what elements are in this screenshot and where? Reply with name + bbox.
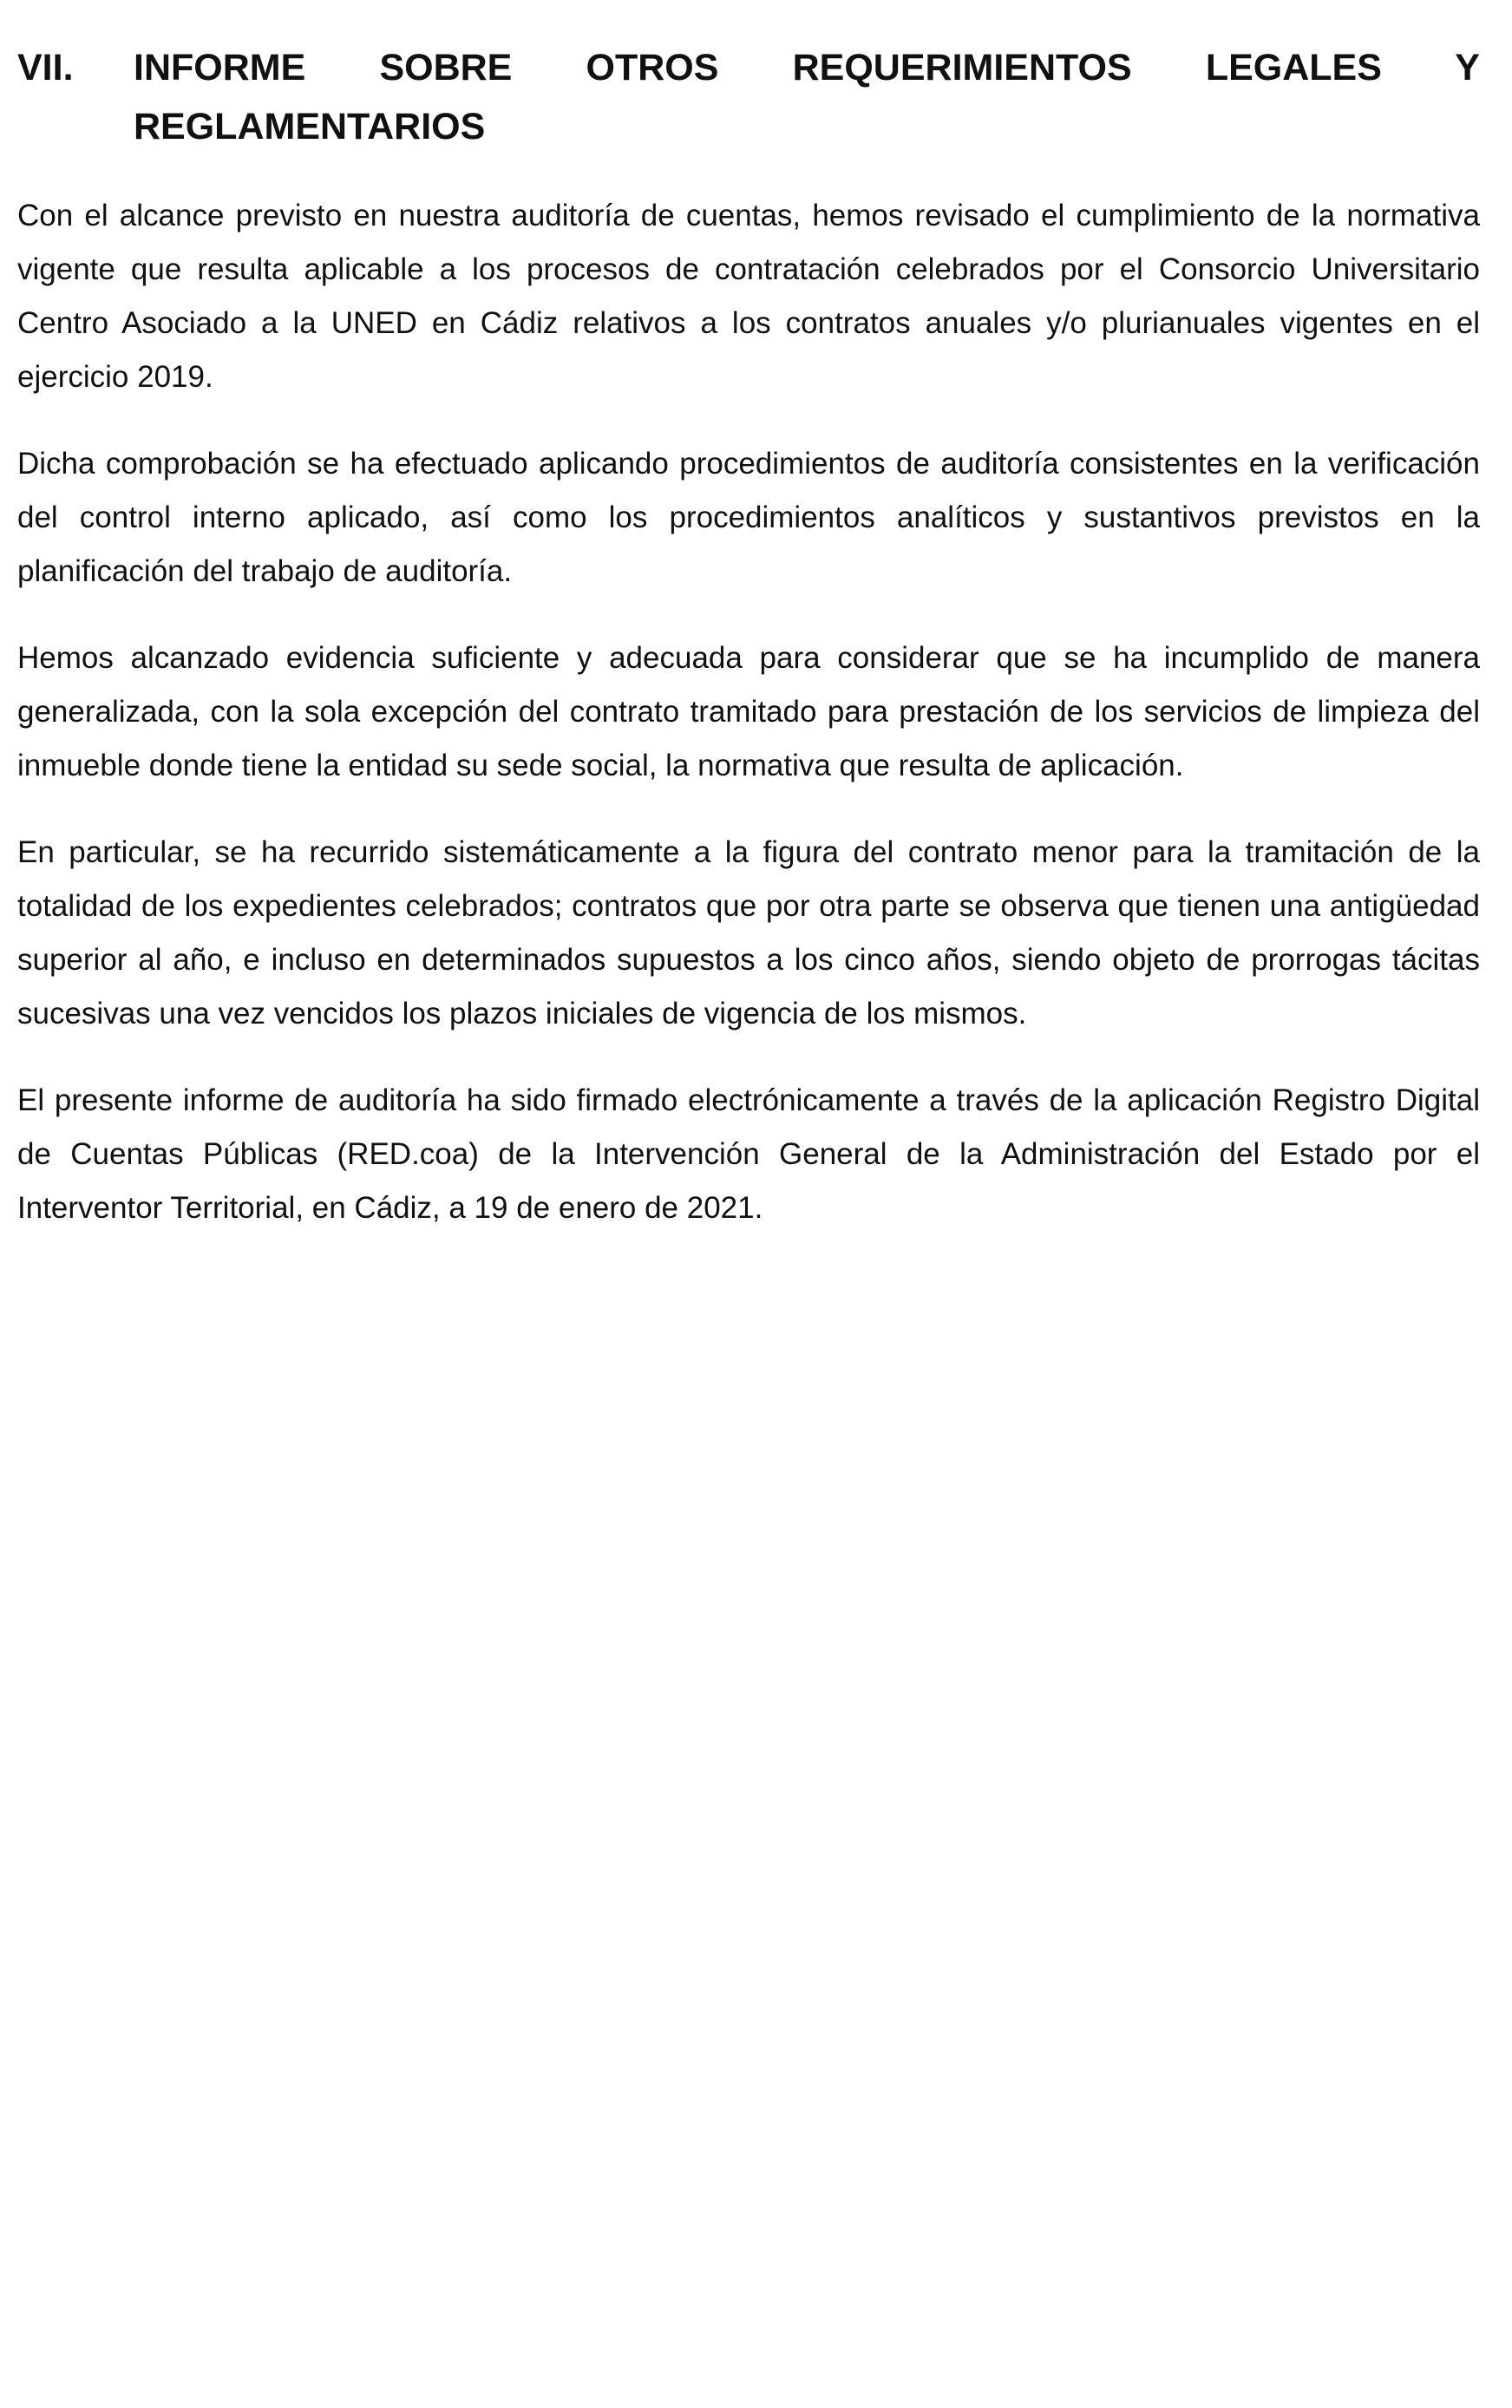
section-heading bbox=[17, 38, 1480, 156]
paragraph-procedures: Dicha comprobación se ha efectuado aplicando procedimientos de auditoría consistentes en la verificación del control interno aplicado, así como los procedimientos analíticos y sustantivos previstos en la planificación del trabajo de auditoría. bbox=[17, 447, 1480, 588]
paragraph-minor-contracts: En particular, se ha recurrido sistemáticamente a la figura del contrato menor para la tramitación de la totalidad de los expedientes celebrados; contratos que por otra parte se observa que tienen una antigüedad superior al año, e incluso en determinados supuestos a los cinco años, siendo objeto de prorrogas tácitas sucesivas una vez vencidos los plazos iniciales de vigencia de los mismos. bbox=[17, 835, 1480, 1031]
paragraph-evidence: Hemos alcanzado evidencia suficiente y adecuada para considerar que se ha incumplido de manera generalizada, con la sola excepción del contrato tramitado para prestación de los servicios de limpieza del inmueble donde tiene la entidad su sede social, la normativa que resulta de aplicación. bbox=[17, 641, 1480, 782]
document-page bbox=[17, 38, 1480, 1268]
section-title-line2: REGLAMENTARIOS bbox=[134, 106, 486, 147]
section-title bbox=[134, 38, 1480, 156]
section-title-line1: INFORME SOBRE OTROS REQUERIMIENTOS LEGALES Y bbox=[134, 47, 1480, 88]
paragraph-scope: Con el alcance previsto en nuestra auditoría de cuentas, hemos revisado el cumplimiento de la normativa vigente que resulta aplicable a los procesos de contratación celebrados por el Consorcio Universitario Centro Asociado a la UNED en Cádiz relativos a los contratos anuales y/o plurianuales vigentes en el ejercicio 2019. bbox=[17, 199, 1480, 394]
section-number: VII. bbox=[17, 47, 74, 88]
paragraph-signature: El presente informe de auditoría ha sido firmado electrónicamente a través de la aplicación Registro Digital de Cuentas Públicas (RED.coa) de la Intervención General de la Administración del Estado por el Interventor Territorial, en Cádiz, a 19 de enero de 2021. bbox=[17, 1083, 1480, 1225]
